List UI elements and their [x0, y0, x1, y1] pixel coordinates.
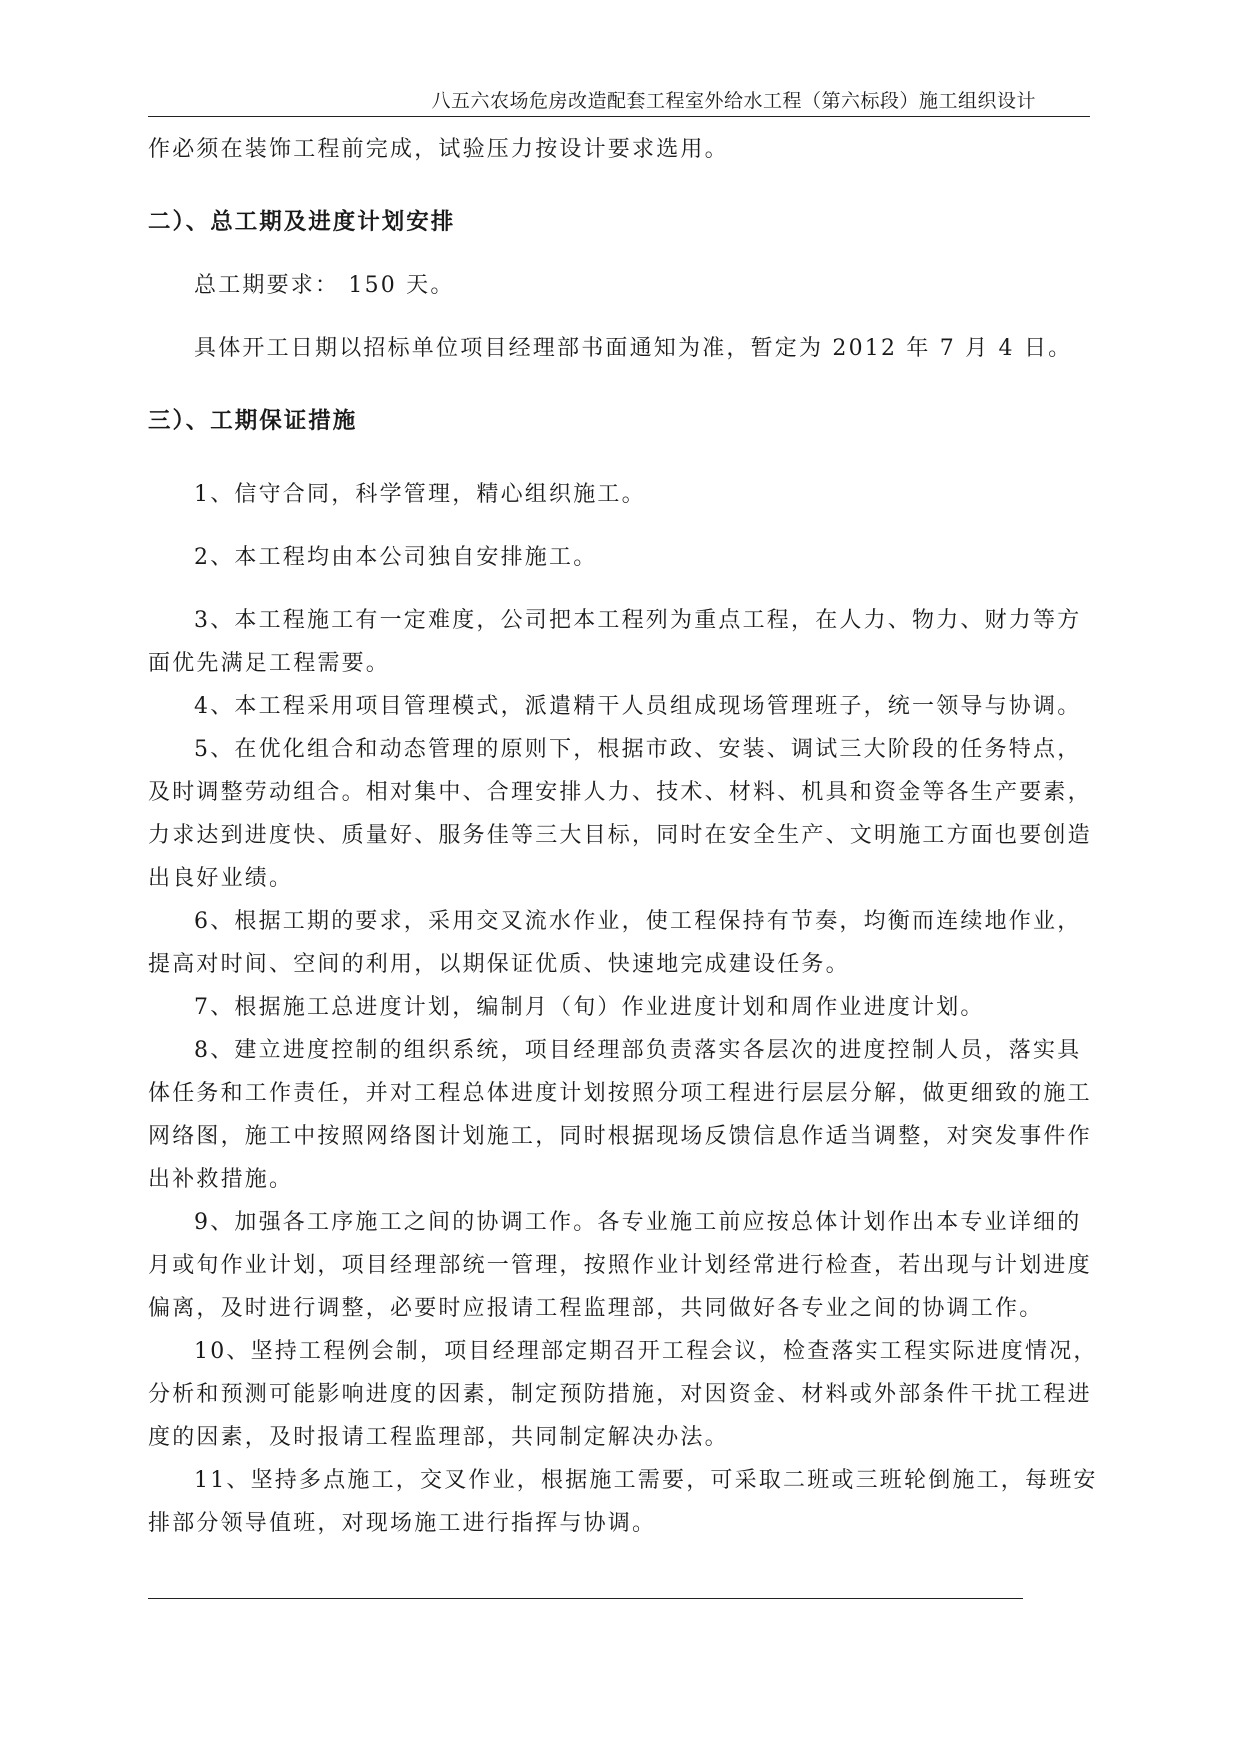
paragraph-line: 出补救措施。: [148, 1167, 294, 1192]
section-heading-schedule: 二）、总工期及进度计划安排: [148, 209, 456, 235]
paragraph-line: 偏离，及时进行调整，必要时应报请工程监理部，共同做好各专业之间的协调工作。: [148, 1296, 1044, 1321]
paragraph-line: 1、信守合同，科学管理，精心组织施工。: [194, 482, 646, 507]
paragraph-line: 总工期要求： 150 天。: [194, 273, 455, 298]
paragraph-line: 网络图，施工中按照网络图计划施工，同时根据现场反馈信息作适当调整，对突发事件作: [148, 1124, 1092, 1149]
paragraph-line: 3、本工程施工有一定难度，公司把本工程列为重点工程，在人力、物力、财力等方: [194, 608, 1082, 633]
paragraph-line: 提高对时间、空间的利用，以期保证优质、快速地完成建设任务。: [148, 952, 850, 977]
footer-divider: [148, 1598, 1023, 1599]
paragraph-line: 度的因素，及时报请工程监理部，共同制定解决办法。: [148, 1425, 729, 1450]
paragraph-line: 2、本工程均由本公司独自安排施工。: [194, 545, 598, 570]
document-body: [148, 128, 1113, 1545]
paragraph-line: 6、根据工期的要求，采用交叉流水作业，使工程保持有节奏，均衡而连续地作业，: [194, 909, 1082, 934]
paragraph-line: 具体开工日期以招标单位项目经理部书面通知为准，暂定为 2012 年 7 月 4 日。: [194, 336, 1073, 361]
paragraph-line: 体任务和工作责任，并对工程总体进度计划按照分项工程进行层层分解，做更细致的施工: [148, 1081, 1092, 1106]
paragraph-line: 9、加强各工序施工之间的协调工作。各专业施工前应按总体计划作出本专业详细的: [194, 1210, 1082, 1235]
paragraph-line: 月或旬作业计划，项目经理部统一管理，按照作业计划经常进行检查，若出现与计划进度: [148, 1253, 1092, 1278]
header-divider: [148, 116, 1090, 117]
paragraph-line: 分析和预测可能影响进度的因素，制定预防措施，对因资金、材料或外部条件干扰工程进: [148, 1382, 1092, 1407]
paragraph-line: 出良好业绩。: [148, 866, 294, 891]
section-heading-measures: 三）、工期保证措施: [148, 408, 358, 434]
paragraph-line: 作必须在装饰工程前完成，试验压力按设计要求选用。: [148, 137, 729, 162]
paragraph-line: 5、在优化组合和动态管理的原则下，根据市政、安装、调试三大阶段的任务特点，: [194, 737, 1082, 762]
paragraph-line: 及时调整劳动组合。相对集中、合理安排人力、技术、材料、机具和资金等各生产要素，: [148, 780, 1092, 805]
paragraph-line: 面优先满足工程需要。: [148, 651, 391, 676]
paragraph-line: 8、建立进度控制的组织系统，项目经理部负责落实各层次的进度控制人员，落实具: [194, 1038, 1082, 1063]
paragraph-line: 4、本工程采用项目管理模式，派遣精干人员组成现场管理班子，统一领导与协调。: [194, 694, 1082, 719]
paragraph-line: 力求达到进度快、质量好、服务佳等三大目标，同时在安全生产、文明施工方面也要创造: [148, 823, 1092, 848]
paragraph-line: 7、根据施工总进度计划，编制月（旬）作业进度计划和周作业进度计划。: [194, 995, 985, 1020]
paragraph-line: 排部分领导值班，对现场施工进行指挥与协调。: [148, 1511, 657, 1536]
paragraph-line: 11、坚持多点施工，交叉作业，根据施工需要，可采取二班或三班轮倒施工，每班安: [194, 1468, 1098, 1493]
paragraph-line: 10、坚持工程例会制，项目经理部定期召开工程会议，检查落实工程实际进度情况，: [194, 1339, 1098, 1364]
running-header: 八五六农场危房改造配套工程室外给水工程（第六标段）施工组织设计: [431, 90, 1036, 112]
